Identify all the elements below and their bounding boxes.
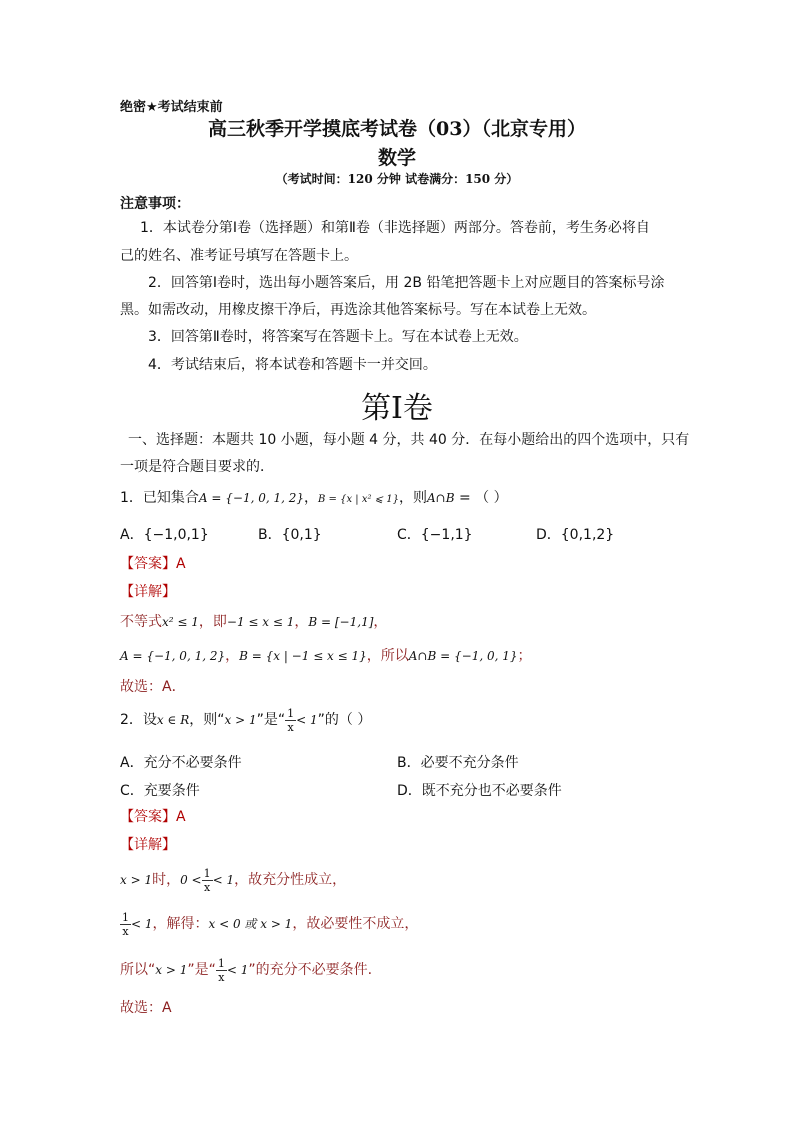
fraction-numerator: 1 [287, 706, 295, 720]
fraction-denominator: x [122, 924, 129, 938]
math-zero: 0 < [180, 873, 202, 887]
section-intro: 一、选择题：本题共 10 小题，每小题 4 分，共 40 分．在每小题给出的四个选项中，只有 [128, 432, 690, 448]
detail-line [120, 608, 387, 636]
exam-time-info: （考试时间：120 分钟 试卷满分：150 分） [275, 172, 519, 186]
separator: ， [304, 490, 319, 506]
stem-text: ”的（ ） [317, 712, 372, 728]
math-range: −1 ≤ x ≤ 1 [226, 615, 295, 629]
detail-text: ，故必要性不成立， [292, 916, 419, 932]
ask-prefix: ，则 [398, 490, 427, 506]
question-number: 2．设 [120, 712, 157, 728]
conclusion: 故选：A． [120, 679, 186, 695]
math-condition: x > 1 [155, 963, 188, 977]
detail-line [120, 910, 418, 938]
math-less-than: < 1 [296, 713, 318, 727]
math-condition: x > 1 [224, 713, 257, 727]
detail-text: ； [517, 648, 532, 664]
fraction [285, 707, 296, 734]
math-condition: x > 1 [120, 873, 153, 887]
notice-item: 4．考试结束后，将本试卷和答题卡一并交回。 [148, 357, 437, 373]
math-less-than: < 1 [226, 963, 249, 977]
detail-text: ，即 [198, 614, 227, 630]
ask-suffix: = （ ） [454, 490, 508, 506]
math-domain: x ∈ R [156, 713, 190, 727]
detail-text: ，解得： [152, 916, 209, 932]
option-d: D．{0,1,2} [536, 527, 615, 543]
detail-text: ， [225, 648, 240, 664]
detail-line [120, 642, 532, 670]
section-intro: 一项是符合题目要求的． [120, 459, 274, 475]
fraction-denominator: x [287, 720, 294, 734]
notice-item: 黑。如需改动，用橡皮擦干净后，再选涂其他答案标号。写在本试卷上无效。 [120, 302, 596, 318]
notice-item: 1．本试卷分第Ⅰ卷（选择题）和第Ⅱ卷（非选择题）两部分。答卷前，考生务必将自 [140, 220, 650, 236]
fraction-numerator: 1 [122, 910, 129, 924]
notice-title: 注意事项： [120, 196, 190, 212]
fraction-denominator: x [204, 880, 211, 894]
detail-line [120, 866, 346, 894]
detail-text: ， [373, 614, 388, 630]
math-set-b: B = {x | x² ⩽ 1} [318, 494, 399, 505]
detail-label: 【详解】 [120, 837, 176, 853]
detail-line [120, 956, 372, 984]
option-c: C．{−1,1} [397, 527, 473, 543]
notice-item: 2．回答第Ⅰ卷时，选出每小题答案后，用 2B 铅笔把答题卡上对应题目的答案标号涂 [148, 275, 665, 291]
answer-label: 【答案】A [120, 556, 186, 572]
math-set-b: B = {x | −1 ≤ x ≤ 1} [239, 649, 367, 663]
math-intersection: A∩B [426, 491, 455, 505]
math-solution: x < 0 或 x > 1 [208, 917, 293, 931]
option-b: B．{0,1} [258, 527, 322, 543]
question-2-stem [120, 706, 371, 734]
stem-text: ，则“ [189, 712, 225, 728]
math-inequality: x² ≤ 1 [162, 615, 199, 629]
answer-label: 【答案】A [120, 809, 186, 825]
exam-subject: 数学 [377, 147, 416, 169]
math-set-b-interval: B = [−1,1] [308, 615, 374, 629]
fraction-numerator: 1 [203, 866, 211, 880]
question-1-stem [120, 484, 508, 514]
question-number: 1．已知集合 [120, 490, 199, 506]
option-a: A．充分不必要条件 [120, 755, 242, 771]
math-result: A∩B = {−1, 0, 1} [408, 649, 518, 663]
detail-label: 【详解】 [120, 584, 176, 600]
fraction [120, 911, 131, 938]
detail-text: 不等式 [120, 614, 162, 630]
math-set-a: A = {−1, 0, 1, 2} [198, 491, 305, 505]
option-c: C．充要条件 [120, 783, 200, 799]
math-less-than: < 1 [131, 917, 153, 931]
detail-text: ，所以 [366, 648, 409, 664]
option-a: A．{−1,0,1} [120, 527, 209, 543]
fraction-denominator: x [218, 970, 225, 984]
detail-text: ， [294, 614, 309, 630]
notice-item: 3．回答第Ⅱ卷时，将答案写在答题卡上。写在本试卷上无效。 [148, 329, 528, 345]
detail-text: 所以“ [120, 962, 156, 978]
fraction [202, 867, 213, 894]
notice-item: 己的姓名、准考证号填写在答题卡上。 [120, 248, 358, 264]
exam-title: 高三秋季开学摸底考试卷（03）（北京专用） [208, 118, 586, 140]
detail-text: ”的充分不必要条件. [248, 962, 373, 978]
option-d: D．既不充分也不必要条件 [397, 783, 562, 799]
fraction [216, 957, 227, 984]
option-b: B．必要不充分条件 [397, 755, 519, 771]
detail-text: 时， [152, 872, 181, 888]
conclusion: 故选：A [120, 1000, 172, 1016]
fraction-numerator: 1 [217, 956, 225, 970]
detail-text: ，故充分性成立， [234, 872, 347, 888]
math-set-a: A = {−1, 0, 1, 2} [120, 649, 226, 663]
math-less-than: < 1 [212, 873, 235, 887]
stem-text: ”是“ [256, 712, 286, 728]
confidential-label: 绝密★考试结束前 [120, 100, 223, 115]
volume-heading: 第Ⅰ卷 [361, 391, 433, 426]
detail-text: ”是“ [187, 962, 216, 978]
